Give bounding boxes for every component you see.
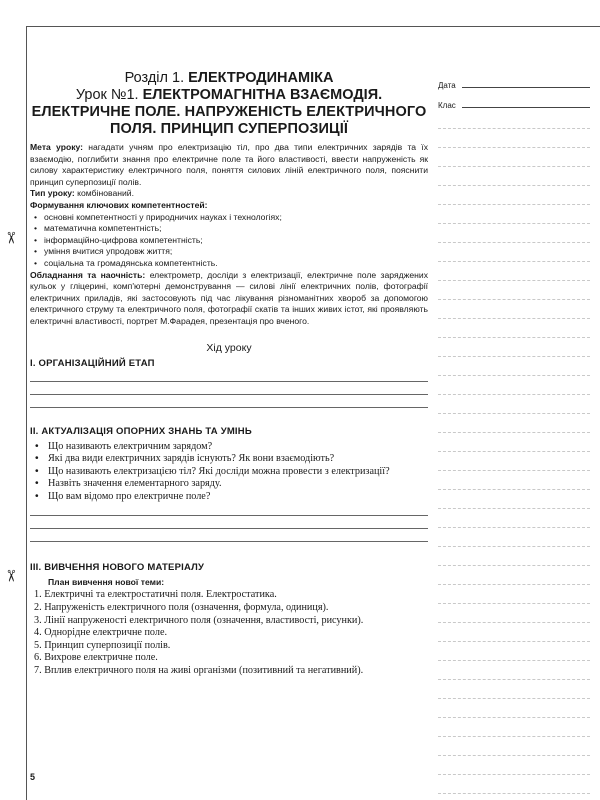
- note-line[interactable]: [438, 775, 590, 794]
- list-item: • уміння вчитися упродовж життя;: [44, 246, 428, 258]
- blank-line[interactable]: [30, 369, 428, 382]
- note-line[interactable]: [438, 281, 590, 300]
- lesson-content: [30, 70, 428, 678]
- note-line[interactable]: [438, 604, 590, 623]
- note-line[interactable]: [438, 300, 590, 319]
- note-line[interactable]: [438, 699, 590, 718]
- stage-3-title: III. ВИВЧЕННЯ НОВОГО МАТЕРІАЛУ: [30, 562, 205, 574]
- note-line[interactable]: [438, 110, 590, 129]
- note-line[interactable]: [438, 395, 590, 414]
- class-field[interactable]: Клас: [438, 90, 590, 110]
- note-line[interactable]: [438, 756, 590, 775]
- note-line[interactable]: [438, 642, 590, 661]
- note-line[interactable]: [438, 167, 590, 186]
- list-item: • соціальна та громадянська компетентність.: [44, 258, 428, 270]
- plan-list: [30, 589, 428, 677]
- note-line[interactable]: [438, 224, 590, 243]
- blank-line[interactable]: [30, 382, 428, 395]
- note-line[interactable]: [438, 509, 590, 528]
- note-line[interactable]: [438, 528, 590, 547]
- note-line[interactable]: [438, 680, 590, 699]
- note-line[interactable]: [438, 148, 590, 167]
- list-item: 2. Напруженість електричного поля (означення, формула, одиниця).: [34, 602, 329, 614]
- plan-heading: План вивчення нової теми:: [48, 577, 165, 588]
- competences-list: [30, 212, 428, 270]
- stage-2-questions: [30, 441, 428, 504]
- blank-line[interactable]: [30, 516, 428, 529]
- list-item: • інформаційно-цифрова компетентність;: [44, 235, 428, 247]
- note-line[interactable]: [438, 186, 590, 205]
- note-line[interactable]: [438, 623, 590, 642]
- stage-1-blank-lines: [30, 369, 428, 408]
- list-item: • основні компетентності у природничих науках і технологіях;: [44, 212, 428, 224]
- page-number: 5: [30, 772, 36, 782]
- notes-lines: [438, 110, 590, 794]
- competences-heading: Формування ключових компетентностей:: [30, 199, 208, 210]
- list-item: 7. Вплив електричного поля на живі організми (позитивний та негативний).: [34, 665, 364, 677]
- list-item: • Назвіть значення елементарного заряду.: [48, 478, 428, 491]
- note-line[interactable]: [438, 547, 590, 566]
- note-line[interactable]: [438, 319, 590, 338]
- lesson-title-line2: ЕЛЕКТРИЧНЕ ПОЛЕ. НАПРУЖЕНІСТЬ ЕЛЕКТРИЧНОГО: [31, 104, 427, 120]
- course-title: Хід уроку: [206, 341, 252, 354]
- note-line[interactable]: [438, 376, 590, 395]
- blank-line[interactable]: [30, 503, 428, 516]
- lesson-type: Тип уроку: комбінований.: [30, 188, 134, 199]
- lesson-goal: Мета уроку: нагадати учням про електризацію тіл, про два типи електричних зарядів та їх взаємодію, поглибити знання про електричне поле та його властивості, ввести напруженість як силову характеристику електричного поля, поняття силових ліній електричного поля, пояснити принцип суперпозиції полів.: [30, 142, 428, 187]
- list-item: • Що називають електричним зарядом?: [48, 441, 428, 454]
- note-line[interactable]: [438, 414, 590, 433]
- note-line[interactable]: [438, 585, 590, 604]
- note-line[interactable]: [438, 243, 590, 262]
- list-item: 1. Електричні та електростатичні поля. Електростатика.: [34, 589, 277, 601]
- note-line[interactable]: [438, 357, 590, 376]
- date-field[interactable]: Дата: [438, 70, 590, 90]
- scissors-icon: ✂: [1, 569, 19, 583]
- note-line[interactable]: [438, 490, 590, 509]
- note-line[interactable]: [438, 205, 590, 224]
- list-item: • математична компетентність;: [44, 223, 428, 235]
- stage-2-title: II. АКТУАЛІЗАЦІЯ ОПОРНИХ ЗНАНЬ ТА УМІНЬ: [30, 425, 252, 437]
- list-item: 5. Принцип суперпозиції полів.: [34, 639, 171, 651]
- note-line[interactable]: [438, 262, 590, 281]
- equipment: Обладнання та наочність: електрометр, досліди з електризації, електричне поле заряджених кульок у гліцерині, комп'ютерні демонстрування — силові лінії електричних полів, фотографії електричних приладів, які застосовують під час лікування різноманітних хвороб за допомогою електричного струму та електричного поля, фотографії скатів та інших живих істот, які проявляють електричні властивості, портрет М.Фарадея, презентація про вченого.: [30, 269, 429, 326]
- note-line[interactable]: [438, 129, 590, 148]
- note-line[interactable]: [438, 737, 590, 756]
- section-heading: Розділ 1. ЕЛЕКТРОДИНАМІКА: [124, 70, 334, 86]
- blank-line[interactable]: [30, 529, 428, 542]
- lesson-title-line3: ПОЛЯ. ПРИНЦИП СУПЕРПОЗИЦІЇ: [110, 121, 348, 137]
- notes-column: [438, 70, 590, 794]
- stage-2-blank-lines: [30, 503, 428, 542]
- note-line[interactable]: [438, 566, 590, 585]
- note-line[interactable]: [438, 338, 590, 357]
- list-item: 6. Вихрове електричне поле.: [34, 652, 158, 664]
- note-line[interactable]: [438, 452, 590, 471]
- blank-line[interactable]: [30, 395, 428, 408]
- list-item: 4. Однорідне електричне поле.: [34, 627, 168, 639]
- list-item: • Що вам відомо про електричне поле?: [48, 491, 428, 504]
- list-item: 3. Лінії напруженості електричного поля (означення, властивості, рисунки).: [34, 614, 364, 626]
- note-line[interactable]: [438, 661, 590, 680]
- note-line[interactable]: [438, 718, 590, 737]
- note-line[interactable]: [438, 471, 590, 490]
- list-item: • Що називають електризацією тіл? Які досліди можна провести з електризації?: [48, 466, 428, 479]
- lesson-title: Урок №1. ЕЛЕКТРОМАГНІТНА ВЗАЄМОДІЯ.: [75, 87, 383, 103]
- list-item: • Які два види електричних зарядів існують? Як вони взаємодіють?: [48, 453, 428, 466]
- scissors-icon: ✂: [1, 231, 19, 245]
- note-line[interactable]: [438, 433, 590, 452]
- stage-1-title: I. ОРГАНІЗАЦІЙНИЙ ЕТАП: [30, 357, 155, 369]
